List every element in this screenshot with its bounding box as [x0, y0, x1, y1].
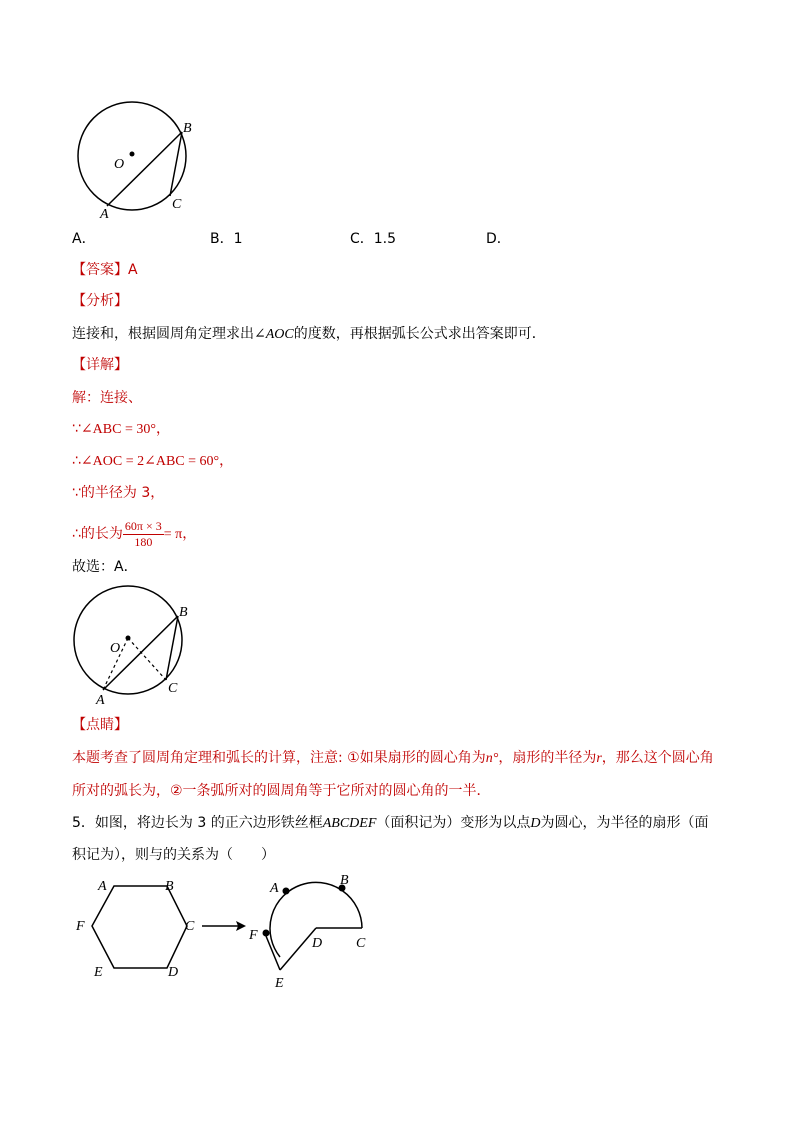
comment-l1-c: ，那么这个圆心角: [601, 750, 714, 766]
hexagon-outline: [92, 886, 187, 968]
detail-l3-math: ∠AOC = 2∠ABC = 60°: [80, 454, 220, 469]
label-o: O: [110, 641, 121, 656]
analysis-text-post: 的度数，再根据弧长公式求出答案即可．: [293, 326, 546, 342]
detail-l5-pre: ∴的长为: [72, 526, 123, 542]
question-5-line-2: 积记为），则与的关系为（ ）: [72, 847, 275, 863]
analysis-text: [72, 324, 546, 345]
label-a: A: [100, 207, 109, 222]
q5-l1-post: 为圆心，为半径的扇形（面: [540, 815, 709, 831]
analysis-text-pre: 连接和，根据圆周角定理求出: [72, 326, 254, 342]
question-5-line-1: [72, 813, 709, 834]
detail-l3-pre: ∴: [72, 453, 81, 469]
transform-arrow: [200, 918, 248, 934]
radius-de: [280, 928, 316, 970]
comment-l1-a: 本题考查了圆周角定理和弧长的计算，注意: ①如果扇形的圆心角为: [72, 750, 486, 766]
option-c: C．1.5: [350, 231, 397, 247]
analysis-angle: ∠AOC: [254, 327, 294, 342]
detail-tag: 【详解】: [72, 357, 128, 373]
answer-line: [72, 260, 138, 280]
label-a: A: [96, 693, 105, 708]
label-f: F: [249, 928, 258, 943]
detail-l5-eq: = π: [163, 527, 183, 542]
label-o: O: [114, 157, 125, 172]
point-a: [283, 888, 290, 895]
label-b: B: [165, 879, 174, 894]
q5-l1-mid: （面积记为）变形为以点: [376, 815, 531, 831]
label-f: F: [76, 919, 85, 934]
detail-l3-post: ，: [219, 453, 234, 469]
detail-line-3: [72, 451, 233, 472]
analysis-tag: 【分析】: [72, 293, 128, 309]
label-c: C: [185, 919, 195, 934]
circle-figure-1: [70, 96, 210, 224]
arc-length-fraction: [123, 519, 164, 550]
label-a: A: [98, 879, 107, 894]
detail-l2-math: ∠ABC = 30°: [80, 422, 156, 437]
label-c: C: [168, 681, 178, 696]
label-e: E: [275, 976, 284, 991]
sector-figure: [246, 866, 376, 994]
fraction-denominator: 180: [134, 534, 153, 549]
label-b: B: [183, 121, 192, 136]
point-f: [263, 930, 270, 937]
label-b: B: [179, 605, 188, 620]
comment-line-1: [72, 748, 714, 769]
label-e: E: [94, 965, 103, 980]
detail-line-1: 解：连接、: [72, 390, 142, 406]
label-c: C: [172, 197, 182, 212]
label-b: B: [340, 873, 349, 888]
comment-l1-n: n°: [485, 751, 499, 766]
detail-line-4: ∵的半径为 3，: [72, 485, 165, 501]
label-d: D: [312, 936, 323, 951]
option-b: B．1: [210, 231, 243, 247]
comment-line-2: 所对的弧长为，②一条弧所对的圆周角等于它所对的圆心角的一半．: [72, 783, 491, 799]
q5-point-d: D: [530, 816, 541, 831]
center-point: [130, 152, 135, 157]
detail-line-6: 故选：A．: [72, 559, 138, 575]
option-a: A．: [72, 231, 96, 247]
label-a: A: [270, 881, 279, 896]
q5-hexagon-name: ABCDEF: [322, 816, 377, 831]
q5-l1-pre: 5．如图，将边长为 3 的正六边形铁丝框: [72, 815, 323, 831]
option-d: D．: [486, 231, 511, 247]
label-c: C: [356, 936, 366, 951]
comment-l1-b: ，扇形的半径为: [498, 750, 597, 766]
hexagon-figure: [72, 872, 202, 990]
detail-l5-post: ，: [182, 526, 197, 542]
answer-value: A: [128, 262, 138, 278]
fraction-numerator: 60π × 3: [124, 518, 162, 533]
center-point: [126, 636, 131, 641]
comment-l1-r: r: [596, 751, 602, 766]
detail-l2-pre: ∵: [72, 421, 81, 437]
label-d: D: [168, 965, 179, 980]
detail-l2-post: ，: [155, 421, 170, 437]
comment-tag: 【点睛】: [72, 717, 128, 733]
circle-figure-2: [66, 580, 206, 708]
detail-line-2: [72, 419, 170, 440]
detail-line-5: [72, 516, 196, 553]
answer-tag: 【答案】: [72, 262, 128, 278]
